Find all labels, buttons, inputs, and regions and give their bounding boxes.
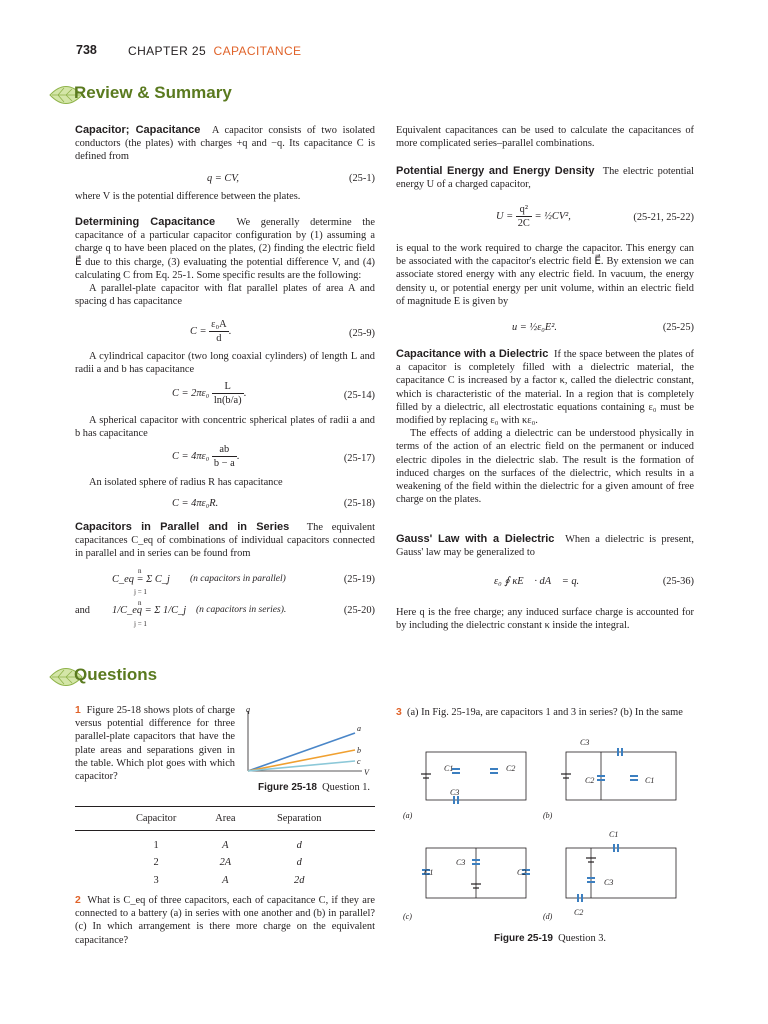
potential-energy-text-2: is equal to the work required to charge the capacitor. This energy can be associated with the capacitor's electric field E⃗. By extension we can associate stored energy with any electric field. In vacuum, the energy density u, or potential energy per unit volume, within an electric field of magnitude E is given by [396, 243, 694, 307]
question-2 [75, 894, 375, 947]
fig19-d-c2-label: C2 [574, 908, 584, 917]
fig19-b-c1-label: C1 [645, 776, 655, 785]
circuit-d-wire [566, 848, 676, 898]
fig18-axis-q: q [246, 705, 250, 714]
eq-25-21-number: (25-21, 25-22) [633, 212, 694, 223]
table-header-row [110, 810, 350, 827]
question-3-text: (a) In Fig. 25-19a, are capacitors 1 and 3 in series? (b) In the same [406, 707, 683, 718]
eq-25-1-number: (25-1) [349, 173, 375, 184]
circuit-a-wire [426, 752, 526, 800]
capacitor-heading: Capacitor; Capacitance [75, 124, 201, 136]
potential-energy-text: The electric potential energy U of a charged capacitor, [396, 166, 694, 191]
table-header: Area [215, 813, 236, 824]
dielectric-heading: Capacitance with a Dielectric [396, 348, 549, 360]
eq-25-20-note: (n capacitors in series). [196, 605, 287, 615]
circuit-b-wire [566, 752, 676, 800]
eq-25-19-number: (25-19) [343, 574, 375, 585]
parallel-series-heading: Capacitors in Parallel and in Series [75, 521, 290, 533]
fig19-b-c2-label: C2 [585, 776, 595, 785]
parallel-plate-text: A parallel-plate capacitor with flat parallel plates of area A and spacing d has capacitance [75, 283, 375, 308]
figure-25-19-caption: Figure 25-19 Question 3. [494, 933, 607, 944]
fig19-b-c3-label: C3 [580, 738, 590, 747]
eq-25-9: C = $\frac{\text{ε₀A}}{d}$ . [190, 319, 232, 345]
dielectric-text: If the space between the plates of a capacitor is completely filled with a dielectric material, the capacitance C is increased by a factor κ, called the dielectric constant, which is characteristic of the material. In a region that is completely filled by a dielectric, all electrostatic equations containing ε₀ must be modified by replacing ε₀ with κε₀. [396, 349, 694, 427]
eq-25-36: ε₀ ∮ κE⃗ · dA⃗ = q. [494, 576, 580, 587]
determining-text: We generally determine the capacitance of a particular capacitor configuration by (1) assuming a charge q to have been placed on the plates, (2) finding the electric field E⃗ due to this charge, (3) evaluating the potential difference V, and (4) calculating C from Eq. 25-1. Some specific results are the following: [75, 217, 375, 281]
fig19-a-c1-label: C1 [444, 764, 454, 773]
table-header: Separation [277, 813, 322, 824]
question-1-number: 1 [75, 705, 81, 716]
determining-paragraph [75, 216, 375, 308]
questions-title: Questions [74, 665, 158, 684]
chapter-header [128, 45, 301, 58]
battery-icons [421, 774, 596, 888]
eq-25-19-note: (n capacitors in parallel) [190, 574, 286, 584]
fig19-c-c3-label: C3 [456, 858, 466, 867]
gauss-heading: Gauss' Law with a Dielectric [396, 533, 555, 545]
eq-25-25-number: (25-25) [662, 322, 694, 333]
question-3 [396, 706, 694, 719]
eq-25-17: C = 4πε₀ $\frac{ab}{b - a}$ . [172, 444, 240, 470]
table-row: 2 2A d [153, 857, 302, 869]
fig19-a-c3-label: C3 [450, 788, 460, 797]
fig18-axis-v: V [364, 768, 369, 777]
capacitor-table [110, 810, 350, 889]
eq-25-1: q = CV, [207, 173, 239, 184]
table-header: Capacitor [135, 813, 177, 824]
figure-25-18-plot [240, 705, 370, 775]
eq-25-20-number: (25-20) [343, 605, 375, 616]
parallel-series-text: The equivalent capacitances C_eq of combinations of individual capacitors connected in parallel and in series can be found from [75, 522, 375, 560]
eq-25-14-number: (25-14) [343, 390, 375, 401]
fig18-label-c: c [357, 757, 361, 766]
dielectric-text-2: The effects of adding a dielectric can be understood physically in terms of the action of an electric field on the permanent or induced electric dipoles in the dielectric slab. The result is the formation of induced charges on the surfaces of the dielectric, which results in a weakening of the field within the dielectric for a given amount of free charge on the plates. [396, 428, 694, 506]
dielectric-paragraph [396, 348, 694, 506]
parallel-series-paragraph [75, 521, 375, 561]
eq-25-36-number: (25-36) [662, 576, 694, 587]
sum-top-20: n [138, 599, 142, 607]
figure-25-19-circuits [396, 728, 696, 928]
eq-25-18: C = 4πε₀R. [172, 498, 219, 509]
question-2-number: 2 [75, 895, 81, 906]
eq-25-17-number: (25-17) [343, 453, 375, 464]
eq-25-25: u = ½ε₀E². [512, 322, 557, 333]
equivalent-text: Equivalent capacitances can be used to calculate the capacitances of more complicated series–parallel combinations. [396, 125, 694, 150]
table-row: 1 A d [153, 840, 302, 852]
plot-line-b [248, 750, 355, 771]
fig19-d-c3-label: C3 [604, 878, 614, 887]
question-3-number: 3 [396, 707, 402, 718]
sum-bottom-19: j = 1 [134, 588, 147, 596]
fig19-a-c2-label: C2 [506, 764, 516, 773]
eq-25-14: C = 2πε₀ $\frac{L}{\ln(b/a)}$ . [172, 381, 247, 407]
eq-25-19: C_eq = Σ C_j [112, 574, 170, 585]
eq-25-21: U = $\frac{\text{q²}}{2C}$ = ½CV², [496, 204, 571, 230]
gauss-text-2: Here q is the free charge; any induced surface charge is accounted for by including the dielectric constant κ inside the integral. [396, 607, 694, 632]
table-top-rule [75, 806, 375, 807]
isolated-sphere-text: An isolated sphere of radius R has capacitance [89, 477, 283, 488]
table-row: 3 A 2d [153, 874, 305, 886]
fig19-panel-b: (b) [543, 811, 553, 820]
fig19-panel-d: (d) [543, 912, 553, 921]
cylindrical-text: A cylindrical capacitor (two long coaxial cylinders) of length L and radii a and b has capacitance [75, 351, 375, 376]
fig19-c-c1-label: C1 [424, 868, 434, 877]
chapter-label: CHAPTER 25 [128, 44, 207, 58]
eq-25-20-and: and [75, 605, 91, 616]
fig18-label-a: a [357, 724, 361, 733]
question-2-text: What is C_eq of three capacitors, each of capacitance C, if they are connected to a battery (a) in series with one another and (b) in parallel? (c) In which arrangement is there more charge on the equivalent capacitance? [75, 895, 375, 946]
fig19-c-c2-label: C2 [517, 868, 527, 877]
fig18-label-b: b [357, 746, 361, 755]
capacitor-text: A capacitor consists of two isolated conductors (the plates) with charges +q and −q. Its capacitance C is defined from [75, 125, 375, 163]
fig19-panel-c: (c) [403, 912, 412, 921]
question-1-text: Figure 25-18 shows plots of charge versus potential difference for three parallel-plate capacitors that have the plate areas and separations given in the table. Which plot goes with which capacitor? [75, 705, 235, 783]
fig19-d-c1-label: C1 [609, 830, 619, 839]
page-number: 738 [76, 43, 97, 57]
figure-25-18-caption: Figure 25-18 Question 1. [258, 782, 371, 793]
question-1 [75, 704, 235, 783]
determining-heading: Determining Capacitance [75, 216, 216, 228]
eq-25-20: 1/C_eq = Σ 1/C_j [112, 605, 187, 616]
eq-25-18-number: (25-18) [343, 498, 375, 509]
table-header-rule [75, 830, 375, 831]
sum-bottom-20: j = 1 [134, 620, 147, 628]
sum-top-19: n [138, 567, 142, 575]
fig19-panel-a: (a) [403, 811, 413, 820]
gauss-text: When a dielectric is present, Gauss' law may be generalized to [396, 534, 694, 559]
review-left-column [75, 124, 375, 164]
chapter-title: CAPACITANCE [213, 44, 302, 58]
where-v-text: where V is the potential difference between the plates. [75, 191, 301, 202]
eq-25-9-number: (25-9) [349, 328, 375, 339]
spherical-text: A spherical capacitor with concentric spherical plates of radii a and b has capacitance [75, 415, 375, 440]
review-summary-title: Review & Summary [74, 83, 232, 102]
potential-energy-paragraph [396, 165, 694, 191]
potential-energy-heading: Potential Energy and Energy Density [396, 165, 595, 177]
gauss-paragraph [396, 533, 694, 559]
